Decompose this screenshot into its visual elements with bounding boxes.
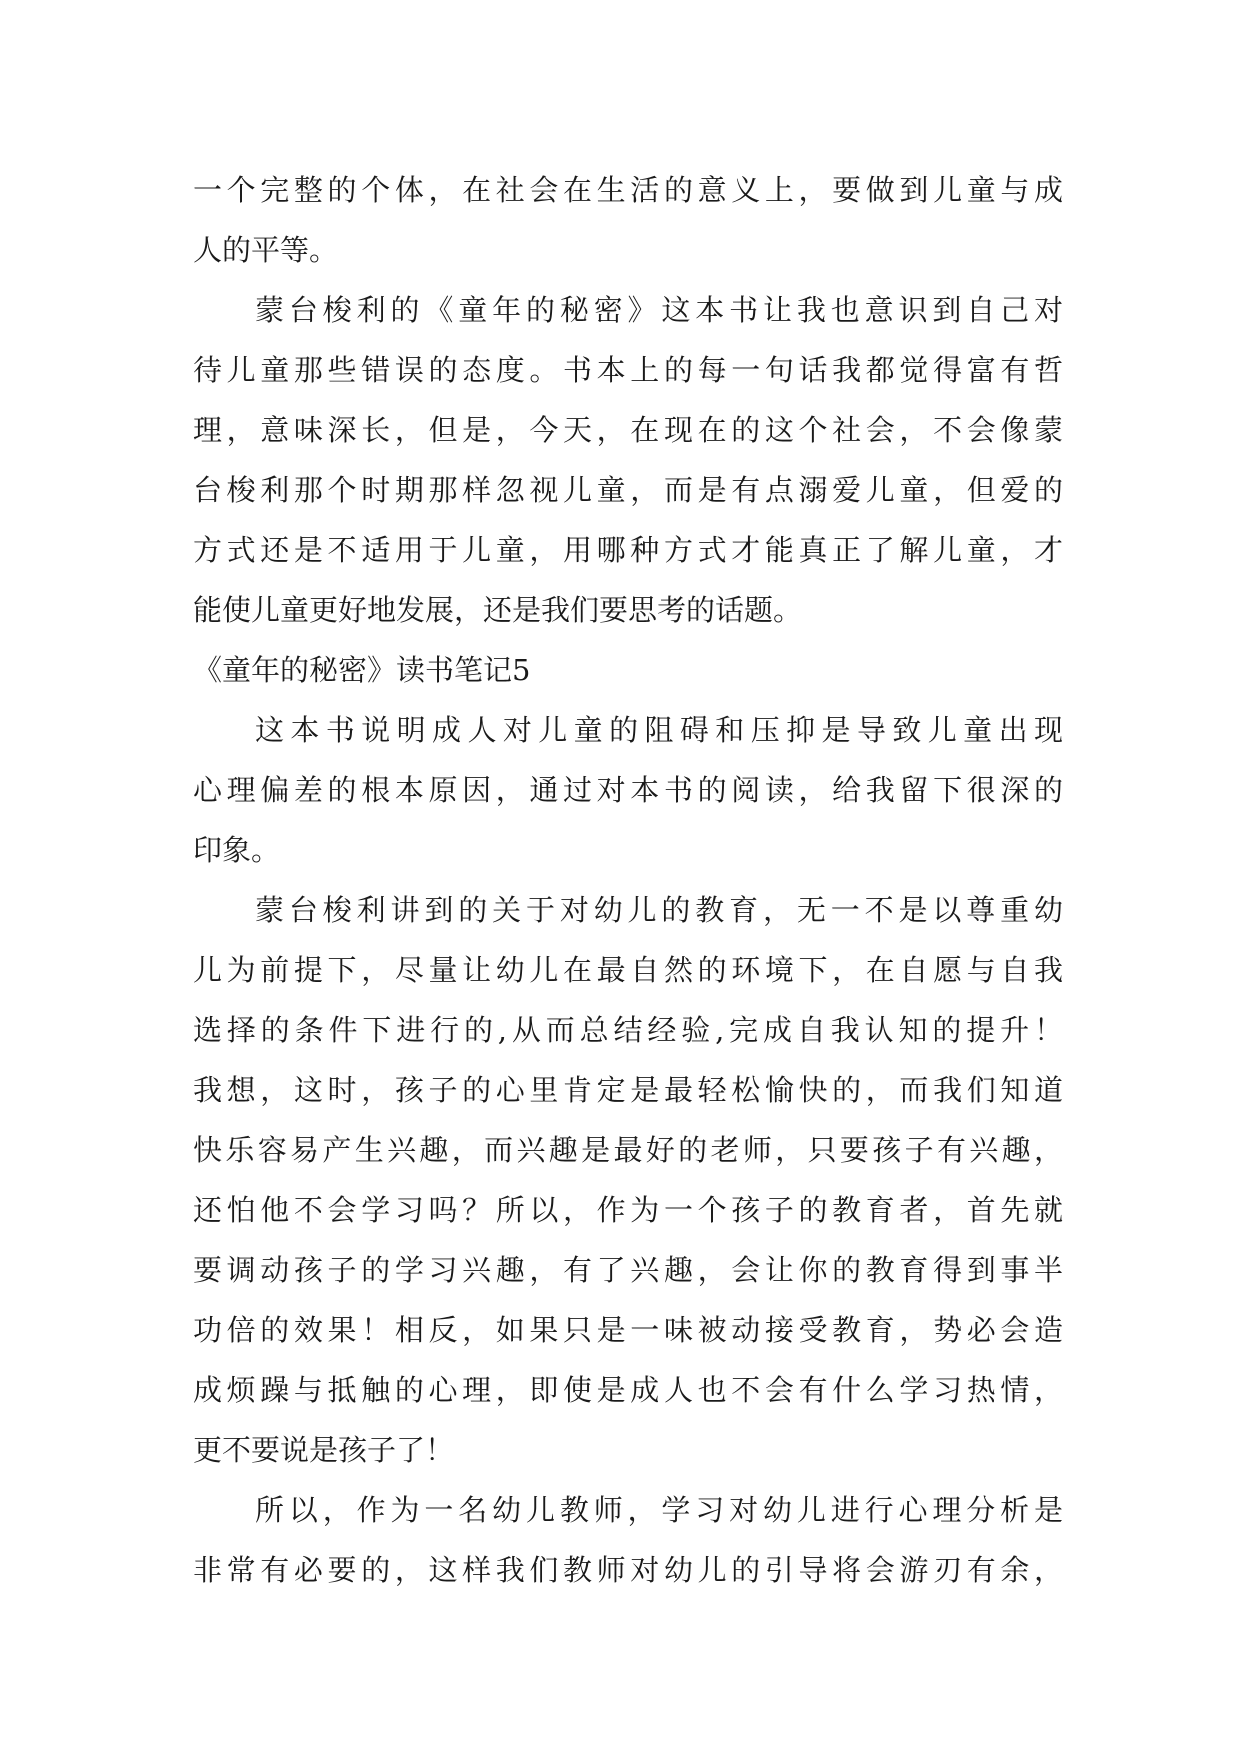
text-line: 我想，这时，孩子的心里肯定是最轻松愉快的，而我们知道 bbox=[193, 1073, 1063, 1107]
paragraph-first-line: 这本书说明成人对儿童的阻碍和压抑是导致儿童出现 bbox=[255, 713, 1063, 747]
text-line: 要调动孩子的学习兴趣，有了兴趣，会让你的教育得到事半 bbox=[193, 1253, 1063, 1287]
text-line: 心理偏差的根本原因，通过对本书的阅读，给我留下很深的 bbox=[193, 773, 1063, 807]
text-line: 儿为前提下，尽量让幼儿在最自然的环境下，在自愿与自我 bbox=[193, 953, 1063, 987]
text-line: 快乐容易产生兴趣，而兴趣是最好的老师，只要孩子有兴趣， bbox=[193, 1133, 1063, 1167]
paragraph-first-line: 蒙台梭利的《童年的秘密》这本书让我也意识到自己对 bbox=[255, 293, 1063, 327]
text-line: 更不要说是孩子了！ bbox=[193, 1433, 455, 1467]
text-line: 功倍的效果！相反，如果只是一味被动接受教育，势必会造 bbox=[193, 1313, 1063, 1347]
text-line: 还怕他不会学习吗？所以，作为一个孩子的教育者，首先就 bbox=[193, 1193, 1063, 1227]
text-line: 能使儿童更好地发展，还是我们要思考的话题。 bbox=[193, 593, 803, 627]
text-line: 方式还是不适用于儿童，用哪种方式才能真正了解儿童，才 bbox=[193, 533, 1063, 567]
text-line: 待儿童那些错误的态度。书本上的每一句话我都觉得富有哲 bbox=[193, 353, 1063, 387]
section-heading: 《童年的秘密》读书笔记5 bbox=[193, 653, 531, 687]
paragraph-first-line: 所以，作为一名幼儿教师，学习对幼儿进行心理分析是 bbox=[255, 1493, 1063, 1527]
text-line: 一个完整的个体，在社会在生活的意义上，要做到儿童与成 bbox=[193, 173, 1063, 207]
text-line: 台梭利那个时期那样忽视儿童，而是有点溺爱儿童，但爱的 bbox=[193, 473, 1063, 507]
text-line: 选择的条件下进行的,从而总结经验,完成自我认知的提升！ bbox=[193, 1013, 1063, 1047]
document-body bbox=[193, 160, 1063, 1600]
text-line: 人的平等。 bbox=[193, 233, 339, 267]
text-line: 成烦躁与抵触的心理，即使是成人也不会有什么学习热情， bbox=[193, 1373, 1063, 1407]
text-line: 印象。 bbox=[193, 833, 281, 867]
text-line: 理，意味深长，但是，今天，在现在的这个社会，不会像蒙 bbox=[193, 413, 1063, 447]
paragraph-first-line: 蒙台梭利讲到的关于对幼儿的教育，无一不是以尊重幼 bbox=[255, 893, 1063, 927]
text-line: 非常有必要的，这样我们教师对幼儿的引导将会游刃有余， bbox=[193, 1553, 1063, 1587]
